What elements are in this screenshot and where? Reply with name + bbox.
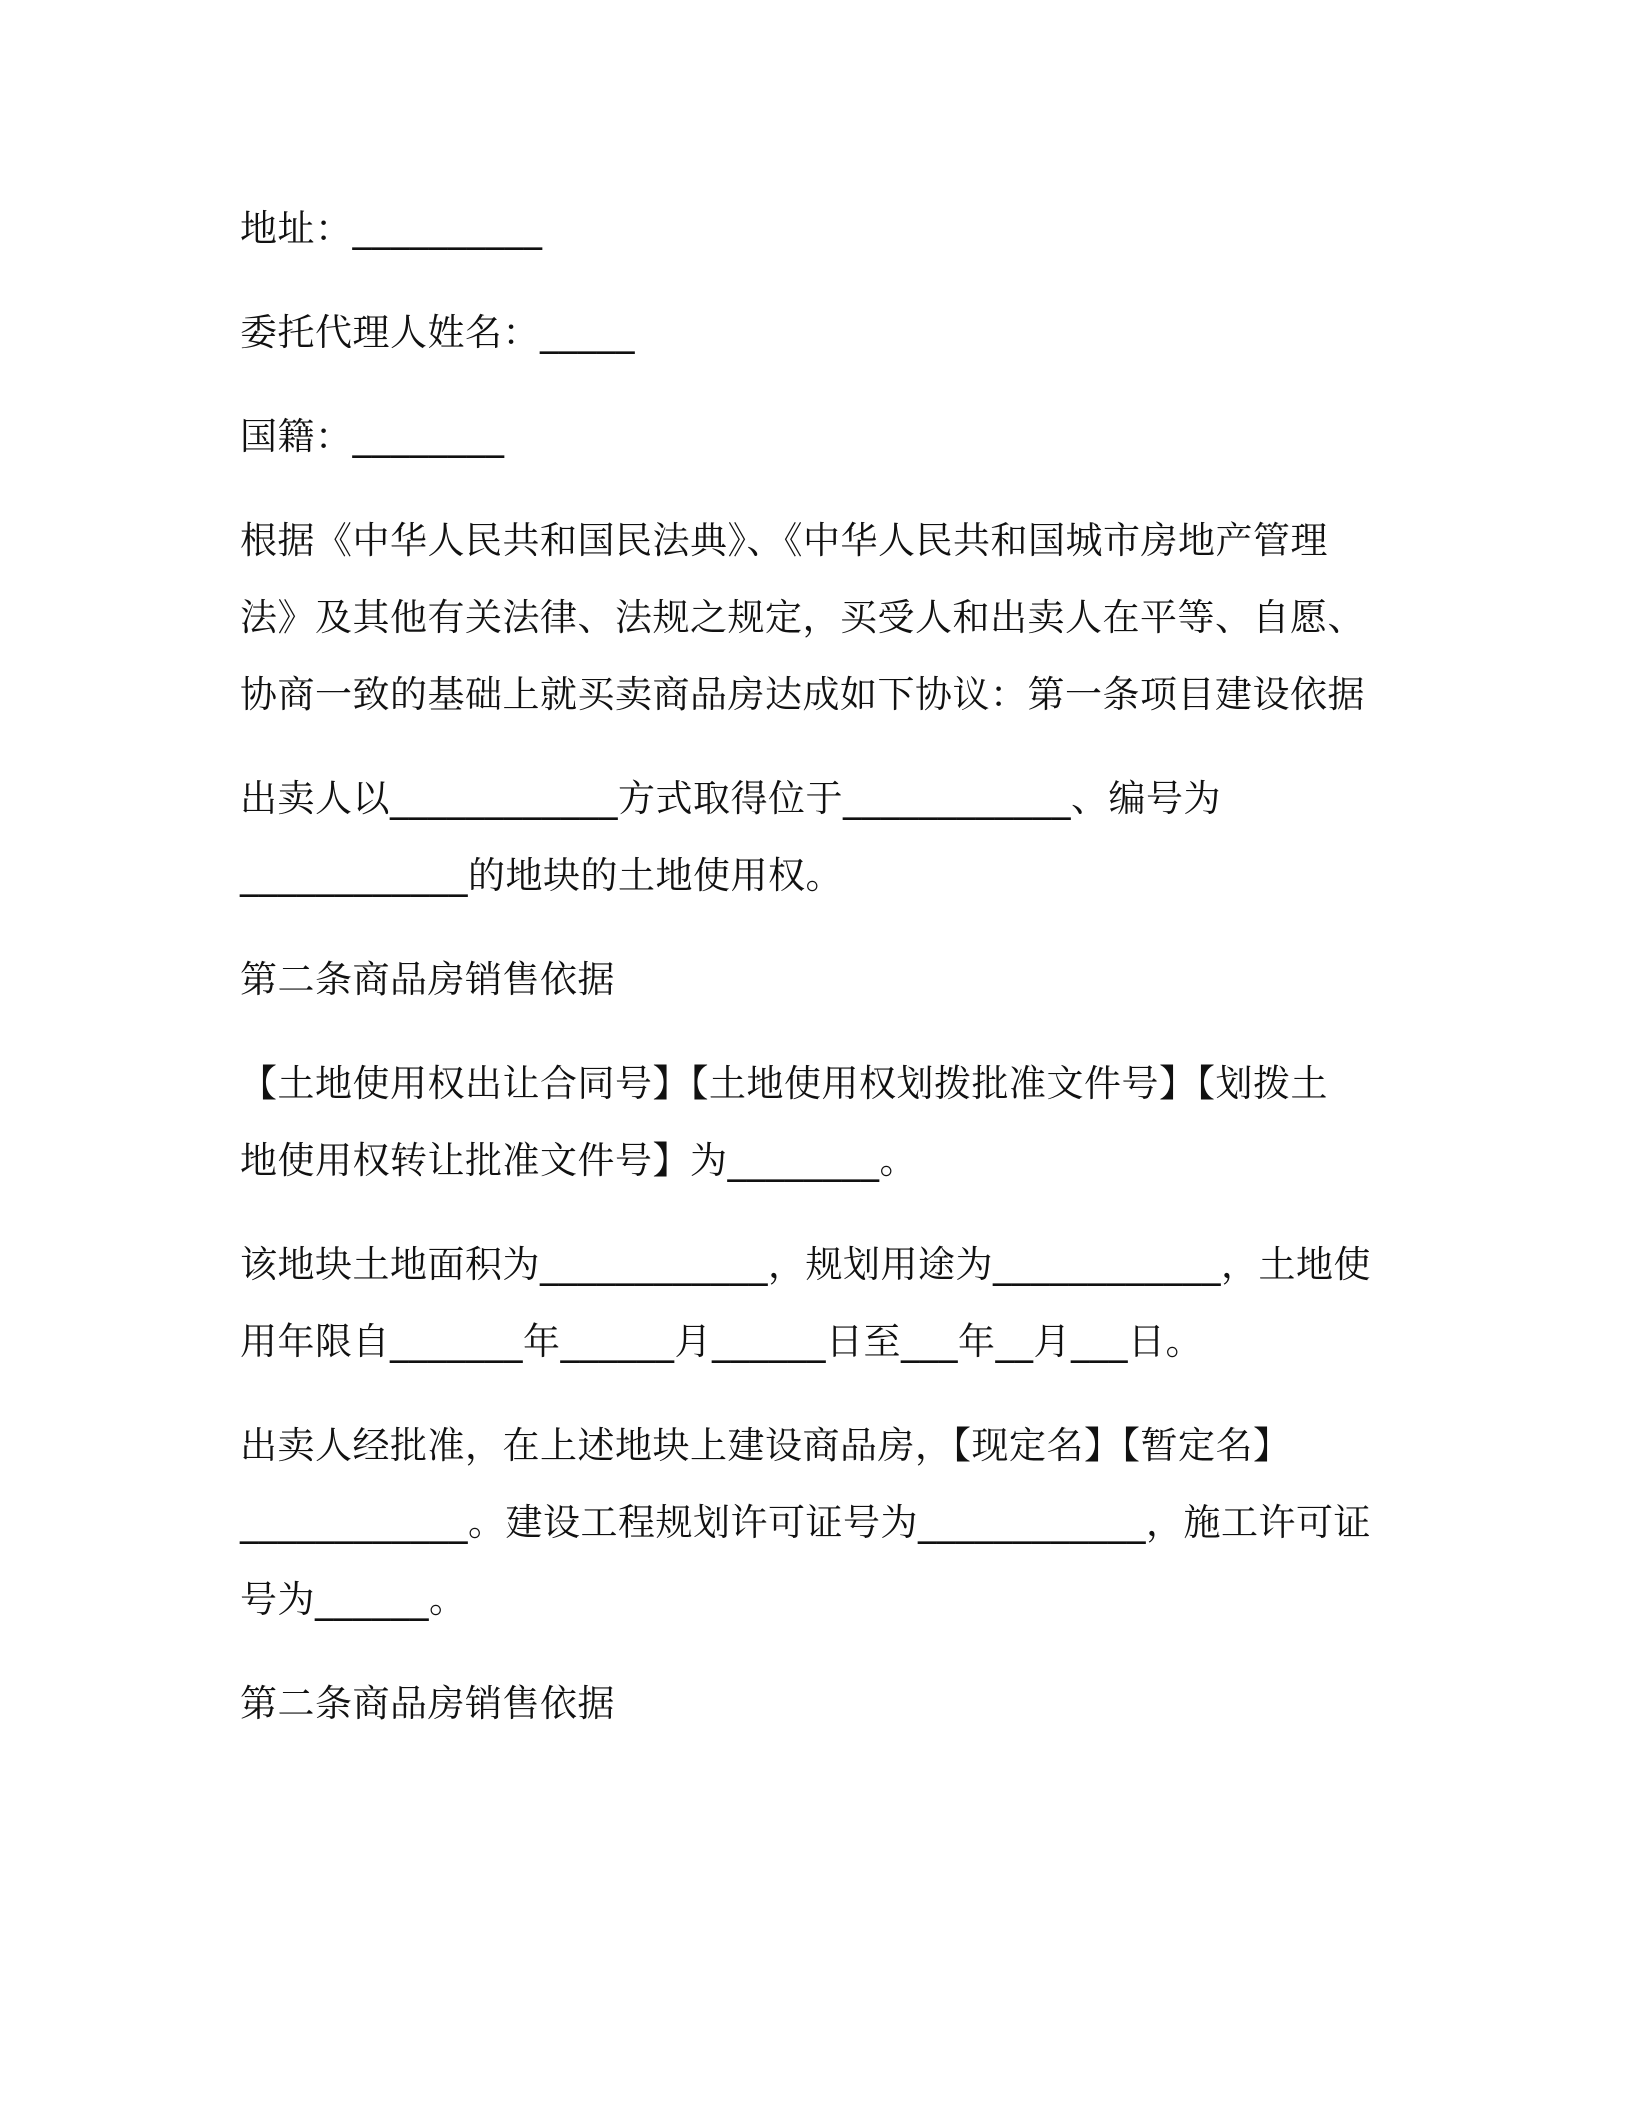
article-2-heading-repeat-text: 第二条商品房销售依据 bbox=[240, 1682, 615, 1725]
contract-numbers-line-1: 【土地使用权出让合同号】【土地使用权划拨批准文件号】【划拨土 bbox=[240, 1062, 1328, 1105]
construction-paragraph bbox=[240, 1407, 1380, 1638]
article-2-heading-text: 第二条商品房销售依据 bbox=[240, 958, 615, 1001]
land-area-paragraph bbox=[240, 1226, 1380, 1380]
article-2-heading-repeat bbox=[240, 1665, 1380, 1742]
intro-line-2: 法》及其他有关法律、法规之规定，买受人和出卖人在平等、自愿、 bbox=[240, 596, 1365, 639]
land-acquisition-paragraph bbox=[240, 760, 1380, 914]
land-acquisition-line-2: ____________的地块的土地使用权。 bbox=[240, 854, 843, 897]
contract-numbers-paragraph bbox=[240, 1045, 1380, 1199]
agent-name-text: 委托代理人姓名：_____ bbox=[240, 311, 635, 354]
contract-numbers-line-2: 地使用权转让批准文件号】为________。 bbox=[240, 1139, 917, 1182]
nationality-field bbox=[240, 398, 1380, 475]
address-field bbox=[240, 190, 1380, 267]
construction-line-2: ____________。建设工程规划许可证号为____________，施工许可证 bbox=[240, 1501, 1371, 1544]
intro-line-3: 协商一致的基础上就买卖商品房达成如下协议：第一条项目建设依据 bbox=[240, 673, 1365, 716]
land-area-line-2: 用年限自_______年______月______日至___年__月___日。 bbox=[240, 1320, 1203, 1363]
construction-line-3: 号为______。 bbox=[240, 1578, 467, 1621]
intro-line-1: 根据《中华人民共和国民法典》、《中华人民共和国城市房地产管理 bbox=[240, 519, 1328, 562]
intro-paragraph bbox=[240, 502, 1380, 733]
construction-line-1: 出卖人经批准，在上述地块上建设商品房，【现定名】【暂定名】 bbox=[240, 1424, 1291, 1467]
agent-name-field bbox=[240, 294, 1380, 371]
article-2-heading bbox=[240, 941, 1380, 1018]
address-text: 地址：__________ bbox=[240, 207, 543, 250]
land-acquisition-line-1: 出卖人以____________方式取得位于____________、编号为 bbox=[240, 777, 1221, 820]
land-area-line-1: 该地块土地面积为____________，规划用途为____________，土地使 bbox=[240, 1243, 1371, 1286]
document-body bbox=[240, 190, 1380, 1769]
nationality-text: 国籍：________ bbox=[240, 415, 505, 458]
